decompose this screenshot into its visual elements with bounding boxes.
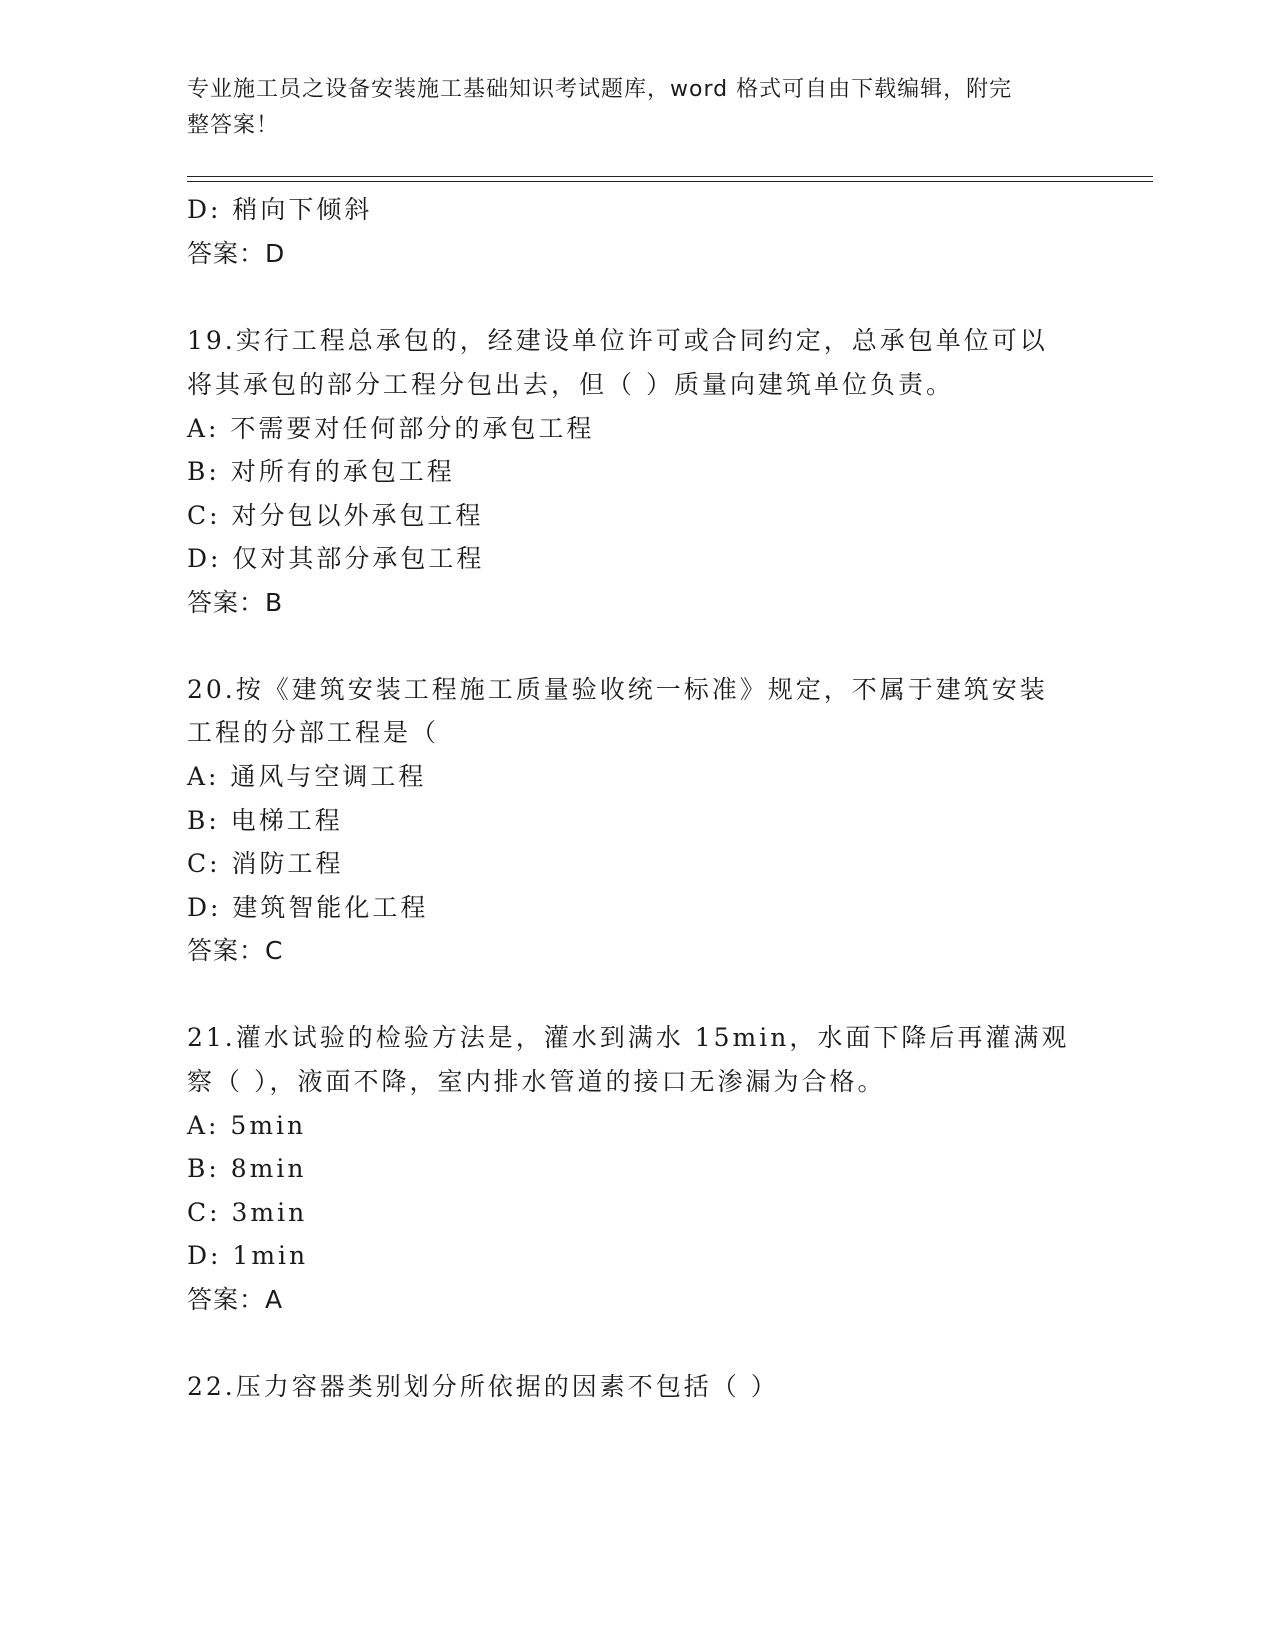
q21-option-b: B: 8min <box>187 1154 307 1183</box>
q20-option-b: B: 电梯工程 <box>187 806 343 835</box>
q21-stem-line-1: 21.灌水试验的检验方法是，灌水到满水 15min，水面下降后再灌满观 <box>187 1023 1070 1052</box>
q21-option-d: D: 1min <box>187 1241 309 1270</box>
q21-option-c: C: 3min <box>187 1198 308 1227</box>
q19-option-c: C: 对分包以外承包工程 <box>187 501 484 530</box>
q19-option-d: D: 仅对其部分承包工程 <box>187 544 485 573</box>
q20-option-c: C: 消防工程 <box>187 849 344 878</box>
document-header <box>187 72 1067 144</box>
q19-option-a: A: 不需要对任何部分的承包工程 <box>187 414 595 443</box>
q20-option-d: D: 建筑智能化工程 <box>187 893 429 922</box>
header-divider-bottom <box>187 181 1153 182</box>
q20-stem-line-1: 20.按《建筑安装工程施工质量验收统一标准》规定，不属于建筑安装 <box>187 675 1048 704</box>
q20-answer: 答案：C <box>187 936 284 965</box>
q22-stem-line-1: 22.压力容器类别划分所依据的因素不包括（ ） <box>187 1372 779 1401</box>
q21-option-a: A: 5min <box>187 1111 307 1140</box>
prev-answer: 答案：D <box>187 239 286 268</box>
header-line-2: 整答案！ <box>187 113 280 138</box>
q19-stem-line-2: 将其承包的部分工程分包出去，但（ ）质量向建筑单位负责。 <box>187 370 954 399</box>
q20-option-a: A: 通风与空调工程 <box>187 762 427 791</box>
q21-answer: 答案：A <box>187 1285 284 1314</box>
header-line-1: 专业施工员之设备安装施工基础知识考试题库，word 格式可自由下载编辑，附完 <box>187 77 1013 102</box>
q20-stem-line-2: 工程的分部工程是（ <box>187 718 440 747</box>
q19-stem-line-1: 19.实行工程总承包的，经建设单位许可或合同约定，总承包单位可以 <box>187 326 1048 355</box>
q19-option-b: B: 对所有的承包工程 <box>187 457 455 486</box>
prev-option-d: D: 稍向下倾斜 <box>187 195 373 224</box>
q21-stem-line-2: 察（ ），液面不降，室内排水管道的接口无渗漏为合格。 <box>187 1067 886 1096</box>
q19-answer: 答案：B <box>187 588 284 617</box>
header-divider-top <box>187 176 1153 177</box>
